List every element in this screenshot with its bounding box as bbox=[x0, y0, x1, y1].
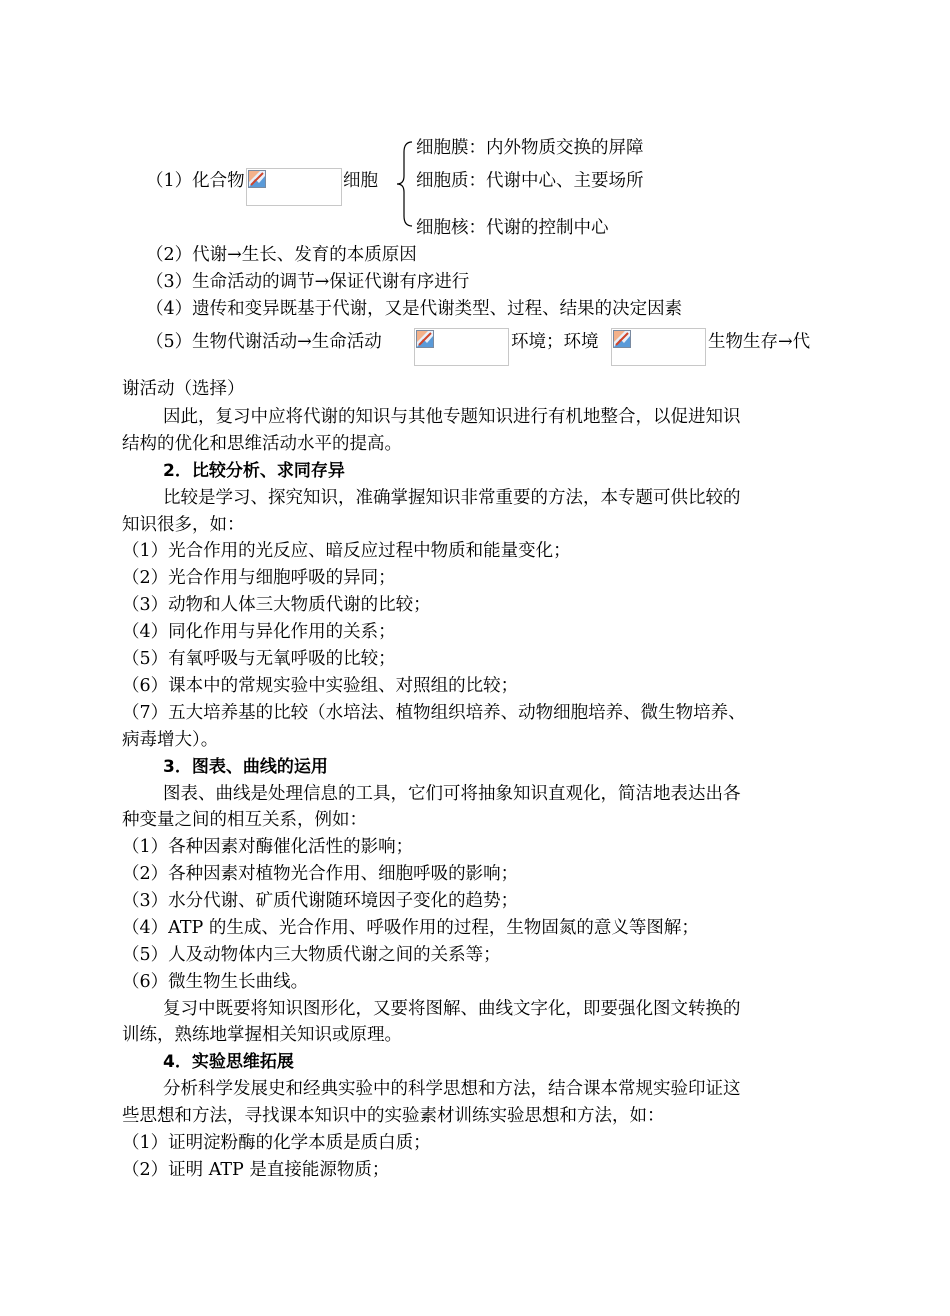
paragraph-line: 比较是学习、探究知识，准确掌握知识非常重要的方法，本专题可供比较的 bbox=[163, 488, 741, 508]
list-item: 病毒增大）。 bbox=[122, 730, 219, 750]
paragraph-line: 复习中既要将知识图形化，又要将图解、曲线文字化，即要强化图文转换的 bbox=[163, 999, 741, 1019]
paragraph-line: 训练，熟练地掌握相关知识或原理。 bbox=[122, 1025, 402, 1045]
list-item: （1）化合物 bbox=[146, 171, 245, 191]
list-item: （2）证明 ATP 是直接能源物质； bbox=[122, 1160, 390, 1180]
list-item: （4）同化作用与异化作用的关系； bbox=[122, 622, 396, 642]
broken-image-placeholder bbox=[611, 328, 706, 366]
list-item: （6）课本中的常规实验中实验组、对照组的比较； bbox=[122, 676, 519, 696]
broken-image-icon bbox=[248, 170, 266, 188]
list-item: （4）ATP 的生成、光合作用、呼吸作用的过程，生物固氮的意义等图解； bbox=[122, 918, 699, 938]
list-item: （1）光合作用的光反应、暗反应过程中物质和能量变化； bbox=[122, 541, 571, 561]
paragraph-line: 知识很多，如： bbox=[122, 515, 245, 535]
paragraph-line: 谢活动（选择） bbox=[122, 379, 245, 399]
list-item: （4）遗传和变异既基于代谢，又是代谢类型、过程、结果的决定因素 bbox=[146, 299, 683, 319]
list-item: 环境；环境 bbox=[511, 332, 599, 352]
list-item: （5）有氧呼吸与无氧呼吸的比较； bbox=[122, 649, 396, 669]
list-item: （2）各种因素对植物光合作用、细胞呼吸的影响； bbox=[122, 864, 519, 884]
broken-image-placeholder bbox=[414, 328, 509, 366]
list-item: （1）各种因素对酶催化活性的影响； bbox=[122, 837, 414, 857]
paragraph-line: 分析科学发展史和经典实验中的科学思想和方法，结合课本常规实验印证这 bbox=[163, 1079, 741, 1099]
list-item: 细胞 bbox=[343, 171, 378, 191]
section-heading: 2．比较分析、求同存异 bbox=[163, 461, 345, 481]
list-item: 细胞核：代谢的控制中心 bbox=[416, 218, 609, 238]
paragraph-line: 结构的优化和思维活动水平的提高。 bbox=[122, 434, 402, 454]
list-item: （5）生物代谢活动→生命活动 bbox=[146, 332, 382, 352]
paragraph-line: 种变量之间的相互关系，例如： bbox=[122, 810, 367, 830]
list-item: 细胞膜：内外物质交换的屏障 bbox=[416, 138, 644, 158]
broken-image-icon bbox=[613, 330, 631, 348]
broken-image-icon bbox=[416, 330, 434, 348]
list-item: 细胞质：代谢中心、主要场所 bbox=[416, 171, 644, 191]
list-item: （6）微生物生长曲线。 bbox=[122, 972, 309, 992]
curly-brace bbox=[396, 140, 414, 228]
list-item: （1）证明淀粉酶的化学本质是质白质； bbox=[122, 1133, 431, 1153]
paragraph-line: 图表、曲线是处理信息的工具，它们可将抽象知识直观化，简洁地表达出各 bbox=[163, 784, 741, 804]
list-item: （3）水分代谢、矿质代谢随环境因子变化的趋势； bbox=[122, 891, 519, 911]
paragraph-line: 些思想和方法，寻找课本知识中的实验素材训练实验思想和方法，如： bbox=[122, 1106, 665, 1126]
list-item: （3）生命活动的调节→保证代谢有序进行 bbox=[146, 272, 470, 292]
list-item: （2）光合作用与细胞呼吸的异同； bbox=[122, 568, 396, 588]
list-item: 生物生存→代 bbox=[708, 332, 811, 352]
section-heading: 4．实验思维拓展 bbox=[163, 1052, 294, 1072]
list-item: （3）动物和人体三大物质代谢的比较； bbox=[122, 595, 431, 615]
list-item: （7）五大培养基的比较（水培法、植物组织培养、动物细胞培养、微生物培养、 bbox=[122, 703, 746, 723]
list-item: （2）代谢→生长、发育的本质原因 bbox=[146, 245, 417, 265]
section-heading: 3．图表、曲线的运用 bbox=[163, 757, 328, 777]
list-item: （5）人及动物体内三大物质代谢之间的关系等； bbox=[122, 945, 501, 965]
broken-image-placeholder bbox=[246, 168, 342, 206]
paragraph-line: 因此，复习中应将代谢的知识与其他专题知识进行有机地整合，以促进知识 bbox=[163, 407, 741, 427]
